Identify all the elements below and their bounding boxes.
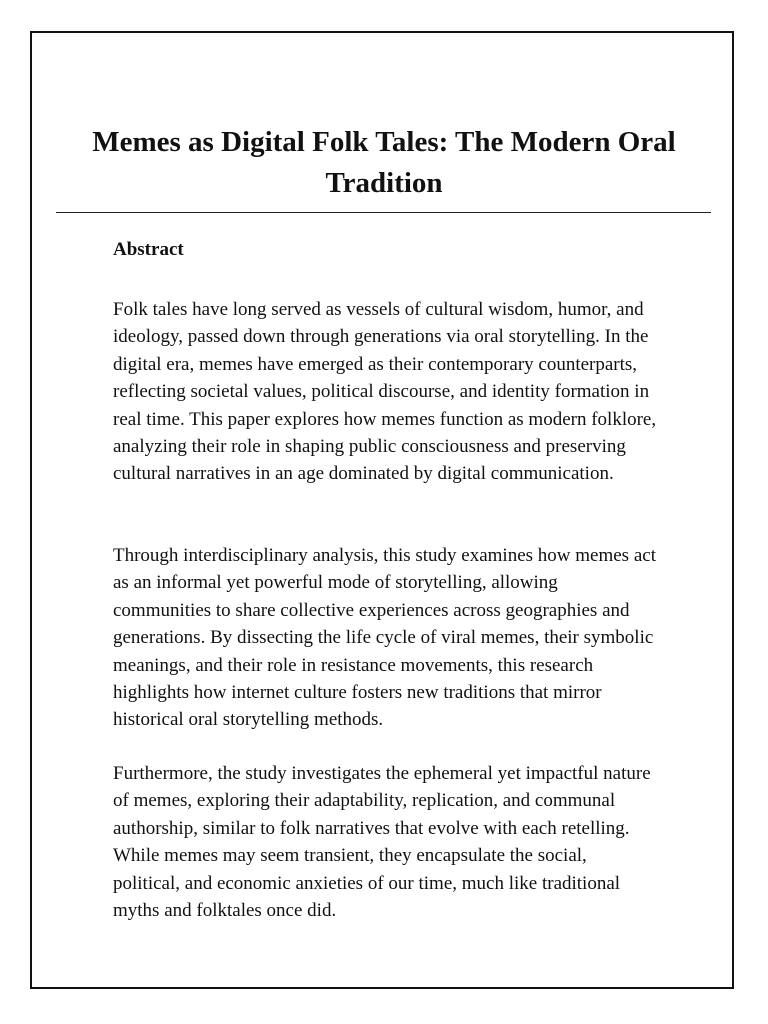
abstract-paragraph-3: Furthermore, the study investigates the ephemeral yet impactful nature of memes, exploring their adaptability, replication, and communal authorship, similar to folk narratives that evolve with each retelling. While memes may seem transient, they encapsulate the social, political, and economic anxieties of our time, much like traditional myths and folktales once did. <box>113 763 651 922</box>
abstract-paragraph-2: Through interdisciplinary analysis, this study examines how memes act as an informal yet powerful mode of storytelling, allowing communities to share collective experiences across geographies and generations. By dissecting the life cycle of viral memes, their symbolic meanings, and their role in resistance movements, this research highlights how internet culture fosters new traditions that mirror historical oral storytelling methods. <box>113 545 656 731</box>
abstract-paragraph-1: Folk tales have long served as vessels of cultural wisdom, humor, and ideology, passed down through generations via oral storytelling. In the digital era, memes have emerged as their contemporary counterparts, reflecting societal values, political discourse, and identity formation in real time. This paper explores how memes function as modern folklore, analyzing their role in shaping public consciousness and preserving cultural narratives in an age dominated by digital communication. <box>113 299 657 485</box>
title-divider <box>56 212 711 213</box>
paper-title: Memes as Digital Folk Tales: The Modern Oral Tradition <box>92 126 676 199</box>
abstract-heading: Abstract <box>113 239 184 260</box>
